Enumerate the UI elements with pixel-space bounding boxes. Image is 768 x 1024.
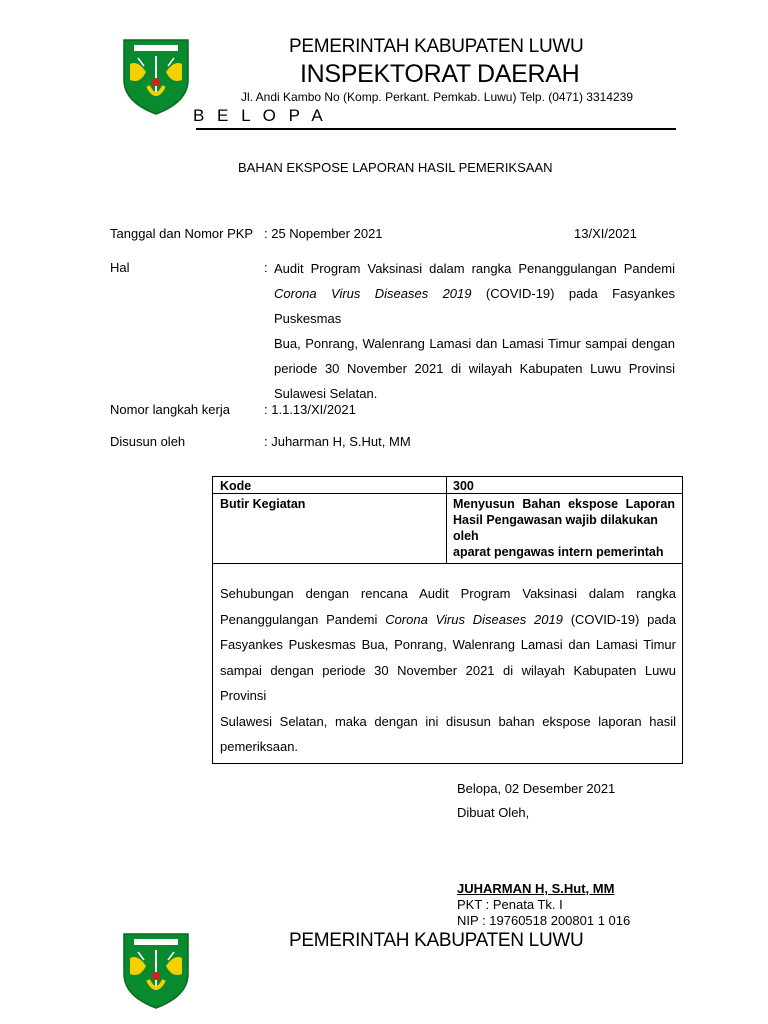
document-title: BAHAN EKSPOSE LAPORAN HASIL PEMERIKSAAN: [238, 160, 553, 175]
office-address: Jl. Andi Kambo No (Komp. Perkant. Pemkab. Luwu) Telp. (0471) 3314239: [241, 90, 633, 104]
paragraph-italic: Corona Virus Diseases 2019: [385, 611, 563, 627]
table-column-divider: [446, 477, 447, 563]
paragraph-segment: Penanggulangan Pandemi: [220, 611, 386, 627]
pkp-label: Tanggal dan Nomor PKP: [110, 226, 254, 241]
table-rule: [213, 493, 682, 494]
paragraph-line: Fasyankes Puskesmas Bua, Ponrang, Walenrang Lamasi dan Lamasi Timur: [220, 637, 676, 652]
hal-text: [274, 256, 675, 406]
hal-label: Hal: [110, 260, 130, 275]
butir-line: Hasil Pengawasan wajib dilakukan oleh: [453, 513, 658, 543]
hal-colon: :: [264, 260, 268, 275]
header-divider: [196, 128, 676, 130]
kode-value: 300: [453, 479, 474, 493]
hal-italic: Corona Virus Diseases 2019: [274, 286, 472, 301]
footer-government-name: PEMERINTAH KABUPATEN LUWU: [289, 930, 584, 951]
hal-line: periode 30 November 2021 di wilayah Kabupaten Luwu Provinsi: [274, 361, 675, 376]
paragraph-line: Sulawesi Selatan, maka dengan ini disusun bahan ekspose laporan hasil: [220, 713, 676, 729]
activity-table: [212, 476, 683, 764]
hal-line: Bua, Ponrang, Walenrang Lamasi dan Lamasi Timur sampai dengan: [274, 336, 675, 351]
signature-rank: PKT : Penata Tk. I: [457, 897, 563, 912]
langkah-label: Nomor langkah kerja: [110, 402, 230, 417]
pkp-number: 13/XI/2021: [574, 226, 637, 241]
signature-place-date: Belopa, 02 Desember 2021: [457, 781, 616, 796]
signature-nip: NIP : 19760518 200801 1 016: [457, 913, 631, 928]
disusun-value: : Juharman H, S.Hut, MM: [264, 434, 411, 449]
luwu-regency-emblem: [118, 36, 194, 116]
pkp-date: : 25 Nopember 2021: [264, 226, 383, 241]
paragraph-line: sampai dengan periode 30 November 2021 di wilayah Kabupaten Luwu Provinsi: [220, 662, 676, 703]
signature-made-by: Dibuat Oleh,: [457, 805, 530, 820]
butir-label: Butir Kegiatan: [220, 497, 306, 511]
hal-line-rest: (COVID-19) pada Fasyankes Puskesmas: [274, 286, 675, 326]
disusun-label: Disusun oleh: [110, 434, 186, 449]
butir-line: Menyusun Bahan ekspose Laporan: [453, 497, 675, 511]
hal-line: [274, 281, 675, 331]
hal-line: Sulawesi Selatan.: [274, 386, 378, 401]
paragraph-line: pemeriksaan.: [220, 739, 299, 754]
paragraph-line: [220, 607, 676, 633]
table-rule: [213, 563, 682, 564]
langkah-value: : 1.1.13/XI/2021: [264, 402, 356, 417]
hal-line: Audit Program Vaksinasi dalam rangka Penanggulangan Pandemi: [274, 261, 675, 276]
office-city: B E L O P A: [193, 106, 327, 125]
government-name: PEMERINTAH KABUPATEN LUWU: [289, 36, 584, 57]
luwu-regency-emblem: [118, 930, 194, 1010]
signature-name: JUHARMAN H, S.Hut, MM: [457, 881, 615, 896]
office-name: INSPEKTORAT DAERAH: [300, 60, 580, 88]
kode-label: Kode: [220, 479, 252, 493]
paragraph-line: Sehubungan dengan rencana Audit Program Vaksinasi dalam rangka: [220, 586, 676, 601]
butir-value: [453, 496, 675, 560]
butir-line: aparat pengawas intern pemerintah: [453, 545, 664, 559]
table-paragraph: [220, 581, 676, 760]
paragraph-segment: (COVID-19) pada: [562, 611, 677, 627]
